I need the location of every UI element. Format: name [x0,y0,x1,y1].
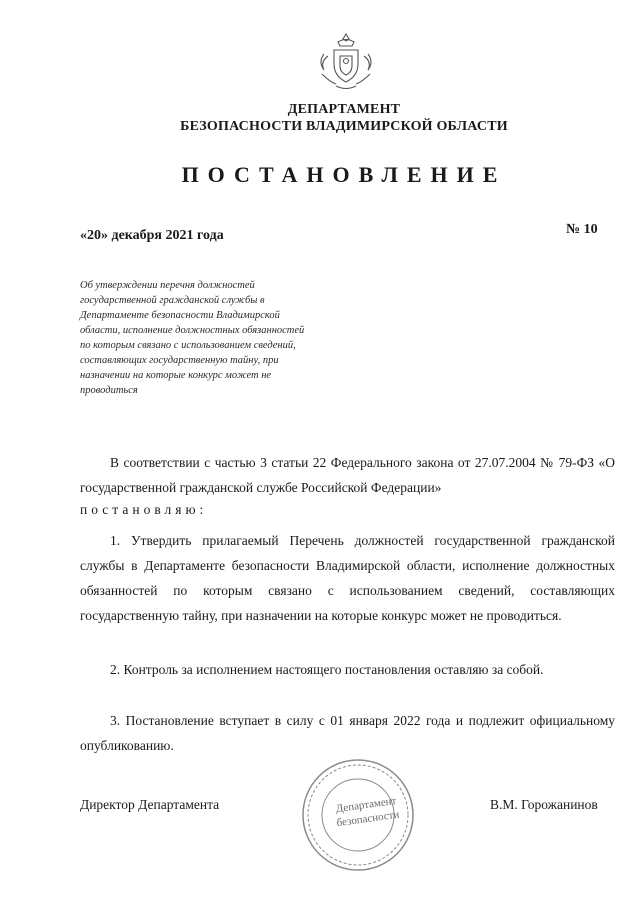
department-full-name: БЕЗОПАСНОСТИ ВЛАДИМИРСКОЙ ОБЛАСТИ [180,119,508,134]
item-1: 1. Утвердить прилагаемый Перечень должностей государственной гражданской службы в Департаменте безопасности Владимирской области, исполнение должностных обязанностей по которым связано с использованием сведений, составляющих государственную тайну, при назначении на которые конкурс может не проводиться. [80,533,615,623]
decision-word: постановляю: [80,502,208,517]
document-number: № 10 [566,222,598,237]
document-subject: Об утверждении перечня должностей государственной гражданской службы в Департаменте безопасности Владимирской области, исполнение должностных обязанностей по которым связано с использованием сведений, составляющих государственную тайну, при назначении на которые конкурс может не проводиться [80,280,305,396]
signer-position: Директор Департамента [80,797,220,812]
department-name: ДЕПАРТАМЕНТ [287,102,401,117]
signer-name: В.М. Горожанинов [490,797,598,812]
item-3: 3. Постановление вступает в силу с 01 января 2022 года и подлежит официальному опубликованию. [80,713,615,753]
coat-of-arms-icon [316,30,376,92]
document-date: «20» декабря 2021 года [80,228,224,243]
preamble-paragraph: В соответствии с частью 3 статьи 22 Федерального закона от 27.07.2004 № 79-ФЗ «О государственной гражданской службе Российской Федерации» [80,455,615,495]
item-2: 2. Контроль за исполнением настоящего постановления оставляю за собой. [110,662,544,677]
document-title: ПОСТАНОВЛЕНИЕ [181,162,507,187]
seal-text: Департамент безопасности [334,794,401,830]
